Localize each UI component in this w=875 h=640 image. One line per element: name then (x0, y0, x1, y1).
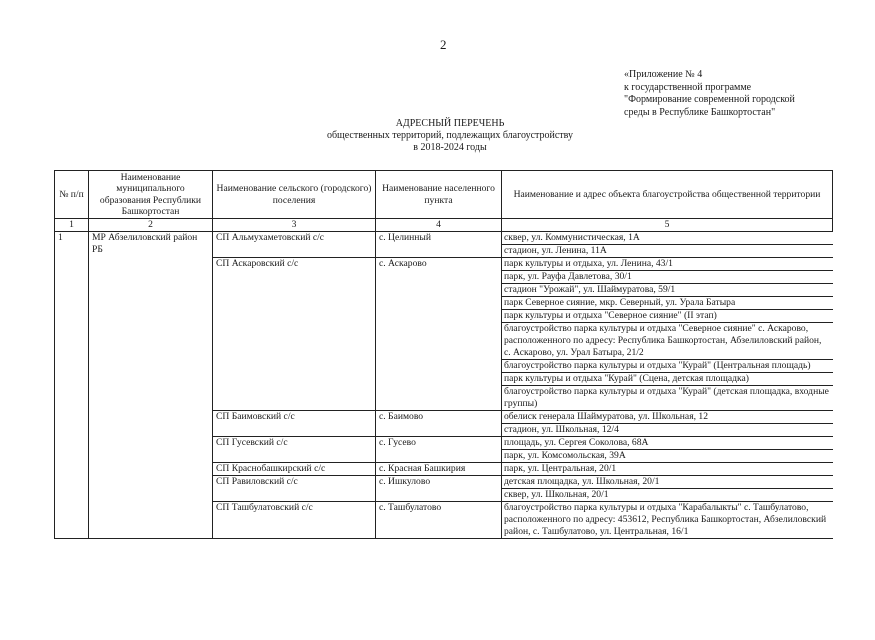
object-cell: парк Северное сияние, мкр. Северный, ул. Урала Батыра (502, 297, 833, 310)
header-municipality: Наименование муниципального образования Республики Башкортостан (89, 171, 213, 219)
title-line: общественных территорий, подлежащих благоустройству (326, 130, 574, 141)
locality-cell: с. Ташбулатово (376, 502, 502, 539)
appendix-line: среды в Республике Башкортостан" (624, 106, 776, 118)
appendix-line: к государственной программе (624, 81, 752, 93)
object-cell: парк, ул. Рауфа Давлетова, 30/1 (502, 271, 833, 284)
object-cell: благоустройство парка культуры и отдыха "Северное сияние" с. Аскарово, расположенного по адресу: Республика Башкортостан, Абзелиловский район, с. Аскарово, ул. Урал Батыра, 21/2 (502, 323, 833, 360)
header-locality: Наименование населенного пункта (376, 171, 502, 219)
object-cell: обелиск генерала Шаймуратова, ул. Школьная, 12 (502, 411, 833, 424)
address-table (54, 170, 833, 539)
header-number: № п/п (55, 171, 89, 219)
column-number: 2 (89, 219, 213, 232)
locality-cell: с. Баимово (376, 411, 502, 437)
title-line: в 2018-2024 годы (413, 142, 487, 153)
appendix-line: «Приложение № 4 (624, 69, 703, 80)
column-number: 5 (502, 219, 833, 232)
locality-cell: с. Красная Башкирия (376, 463, 502, 476)
object-cell: стадион, ул. Школьная, 12/4 (502, 424, 833, 437)
object-cell: благоустройство парка культуры и отдыха "Курай" (детская площадка, входные группы) (502, 386, 833, 411)
column-number: 1 (55, 219, 89, 232)
header-settlement: Наименование сельского (городского) поселения (213, 171, 376, 219)
object-cell: парк культуры и отдыха "Курай" (Сцена, детская площадка) (502, 373, 833, 386)
object-cell: сквер, ул. Коммунистическая, 1А (502, 232, 833, 245)
document-title (280, 118, 620, 154)
object-cell: благоустройство парка культуры и отдыха "Курай" (Центральная площадь) (502, 360, 833, 373)
header-object: Наименование и адрес объекта благоустройства общественной территории (502, 171, 833, 219)
settlement-cell: СП Баимовский с/с (213, 411, 376, 437)
settlement-cell: СП Гусевский с/с (213, 437, 376, 463)
object-cell: стадион "Урожай", ул. Шаймуратова, 59/1 (502, 284, 833, 297)
settlement-cell: СП Равиловский с/с (213, 476, 376, 502)
locality-cell: с. Гусево (376, 437, 502, 463)
settlement-cell: СП Ташбулатовский с/с (213, 502, 376, 539)
object-cell: парк культуры и отдыха "Северное сияние" (II этап) (502, 310, 833, 323)
column-number-row (55, 219, 833, 232)
object-cell: парк культуры и отдыха, ул. Ленина, 43/1 (502, 258, 833, 271)
page-number: 2 (440, 37, 447, 52)
object-cell: детская площадка, ул. Школьная, 20/1 (502, 476, 833, 489)
header-row (55, 171, 833, 219)
locality-cell: с. Аскарово (376, 258, 502, 411)
settlement-cell: СП Аскаровский с/с (213, 258, 376, 411)
locality-cell: с. Целинный (376, 232, 502, 258)
appendix-note (624, 69, 795, 119)
settlement-cell: СП Краснобашкирский с/с (213, 463, 376, 476)
object-cell: площадь, ул. Сергея Соколова, 68А (502, 437, 833, 450)
row-number: 1 (55, 232, 89, 539)
settlement-cell: СП Альмухаметовский с/с (213, 232, 376, 258)
column-number: 4 (376, 219, 502, 232)
object-cell: парк, ул. Центральная, 20/1 (502, 463, 833, 476)
object-cell: стадион, ул. Ленина, 11А (502, 245, 833, 258)
district-cell: МР Абзелиловский район РБ (89, 232, 213, 539)
object-cell: парк, ул. Комсомольская, 39А (502, 450, 833, 463)
table-row (55, 232, 833, 245)
object-cell: благоустройство парка культуры и отдыха "Карабалыкты" с. Ташбулатово, расположенного по адресу: 453612, Республика Башкортостан, Абзелиловский район, с. Ташбулатово, ул. Центральная, 16/1 (502, 502, 833, 539)
column-number: 3 (213, 219, 376, 232)
locality-cell: с. Ишкулово (376, 476, 502, 502)
title-line: АДРЕСНЫЙ ПЕРЕЧЕНЬ (395, 118, 505, 129)
appendix-line: "Формирование современной городской (624, 94, 795, 106)
object-cell: сквер, ул. Школьная, 20/1 (502, 489, 833, 502)
